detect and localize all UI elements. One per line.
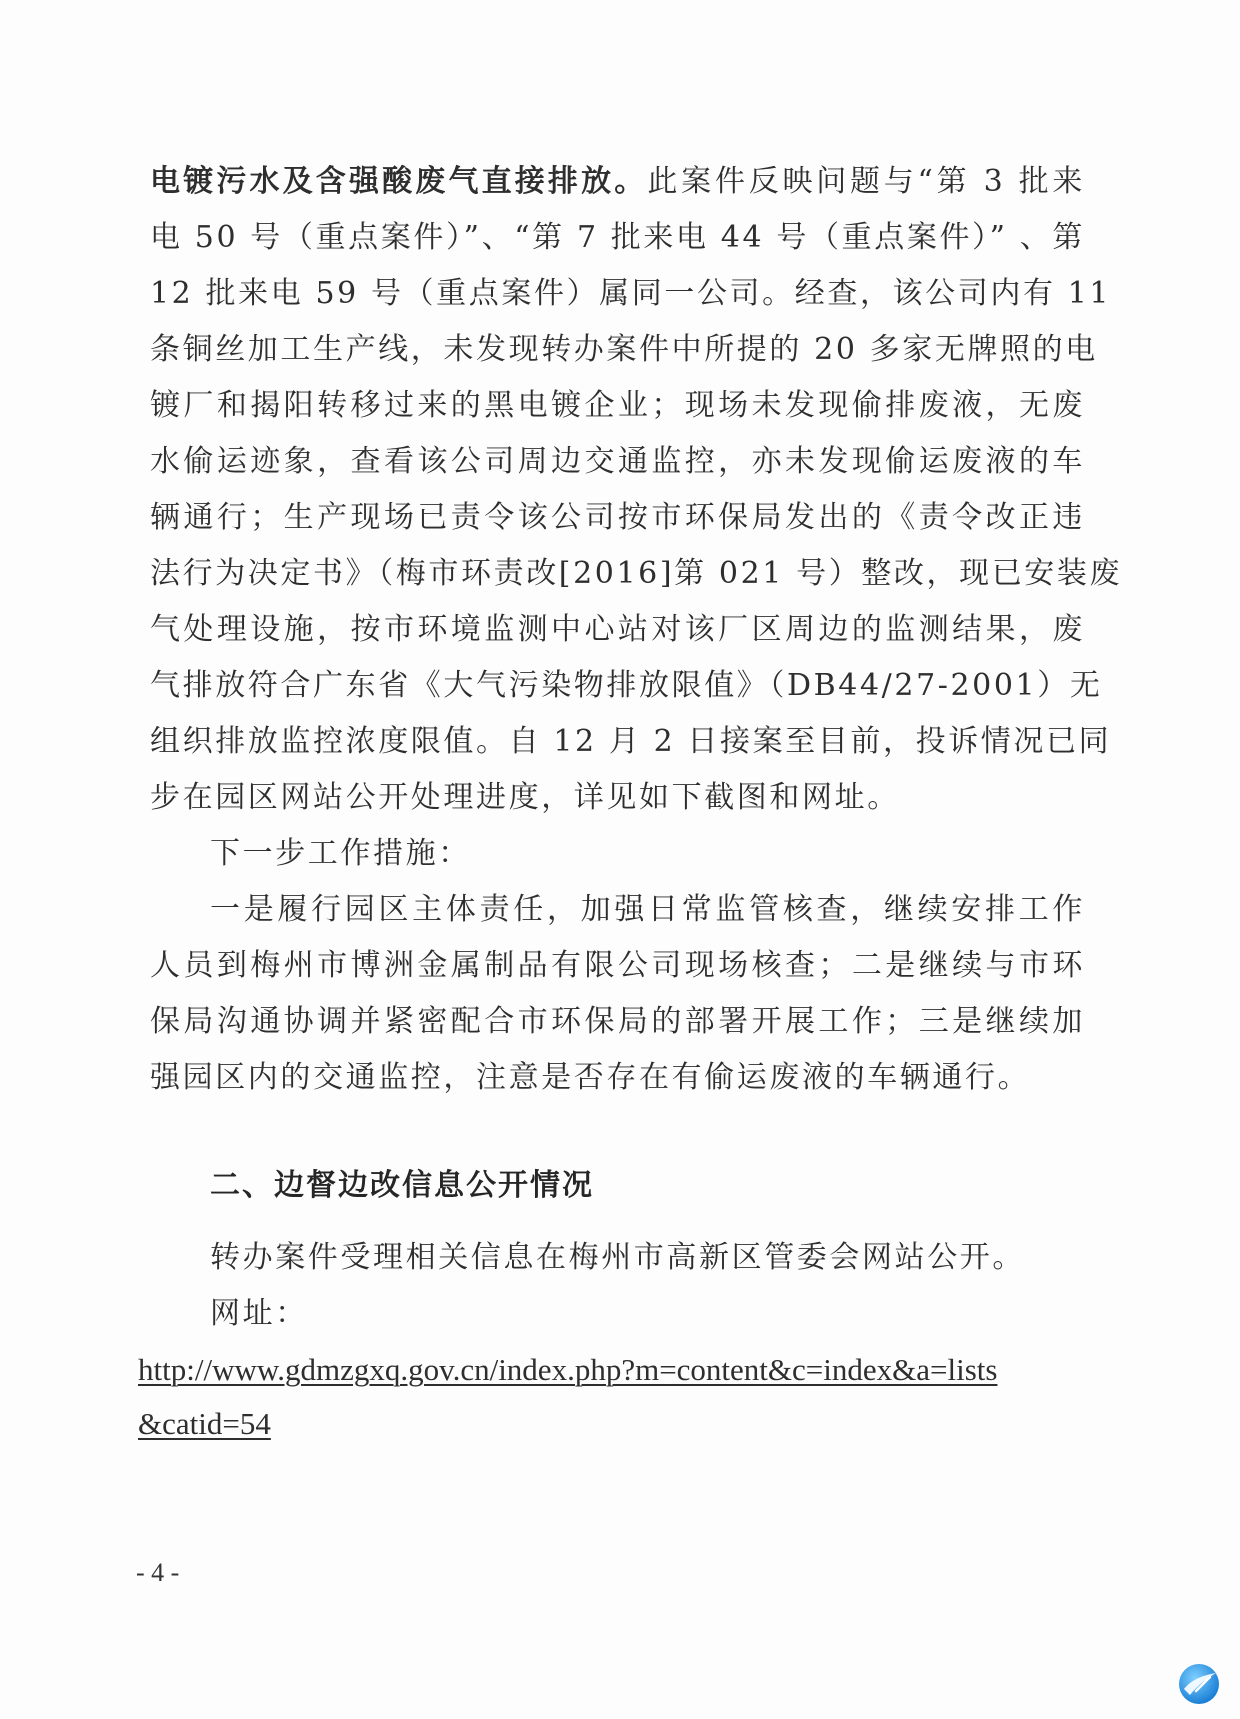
- paragraph-line: 法行为决定书》（梅市环责改[2016]第 021 号）整改，现已安装废: [150, 556, 1123, 591]
- paragraph-line: 气处理设施，按市环境监测中心站对该厂区周边的监测结果，废: [150, 612, 1085, 647]
- section-heading: 二、边督边改信息公开情况: [210, 1168, 594, 1203]
- website-link[interactable]: http://www.gdmzgxq.gov.cn/index.php?m=content&c=index&a=lists: [138, 1352, 998, 1387]
- paragraph-line: 辆通行；生产现场已责令该公司按市环保局发出的《责令改正违: [150, 500, 1085, 535]
- paragraph-line: 组织排放监控浓度限值。自 12 月 2 日接案至目前，投诉情况已同: [150, 724, 1112, 759]
- paragraph-line: 12 批来电 59 号（重点案件）属同一公司。经查，该公司内有 11: [150, 276, 1112, 311]
- next-steps-title: 下一步工作措施：: [210, 836, 471, 871]
- paragraph-line: 电 50 号（重点案件）”、“第 7 批来电 44 号（重点案件）” 、第: [150, 220, 1085, 255]
- website-link-continued[interactable]: &catid=54: [138, 1406, 271, 1441]
- paragraph-line: 条铜丝加工生产线，未发现转办案件中所提的 20 多家无牌照的电: [150, 332, 1098, 367]
- paragraph-line: 强园区内的交通监控，注意是否存在有偷运废液的车辆通行。: [150, 1060, 1031, 1095]
- paragraph-line: 步在园区网站公开处理进度，详见如下截图和网址。: [150, 780, 900, 815]
- paragraph-line: 人员到梅州市博洲金属制品有限公司现场核查；二是继续与市环: [150, 948, 1085, 983]
- paragraph-line: [150, 160, 1085, 204]
- paragraph-line: 气排放符合广东省《大气污染物排放限值》（DB44/27-2001）无: [150, 668, 1103, 703]
- paragraph-line: 一是履行园区主体责任，加强日常监管核查，继续安排工作: [210, 892, 1085, 927]
- line-text: 此案件反映问题与“第 3 批来: [647, 164, 1086, 199]
- page-number: - 4 -: [136, 1558, 180, 1587]
- bold-phrase: 电镀污水及含强酸废气直接排放。: [150, 164, 648, 199]
- paragraph-line: 转办案件受理相关信息在梅州市高新区管委会网站公开。: [210, 1240, 1025, 1275]
- paragraph-line: 镀厂和揭阳转移过来的黑电镀企业；现场未发现偷排废液，无废: [150, 388, 1085, 423]
- paragraph-line: 保局沟通协调并紧密配合市环保局的部署开展工作；三是继续加: [150, 1004, 1085, 1039]
- paragraph-line: 水偷运迹象，查看该公司周边交通监控，亦未发现偷运废液的车: [150, 444, 1085, 479]
- url-label: 网址：: [210, 1296, 308, 1331]
- corner-logo-icon: [1176, 1661, 1222, 1707]
